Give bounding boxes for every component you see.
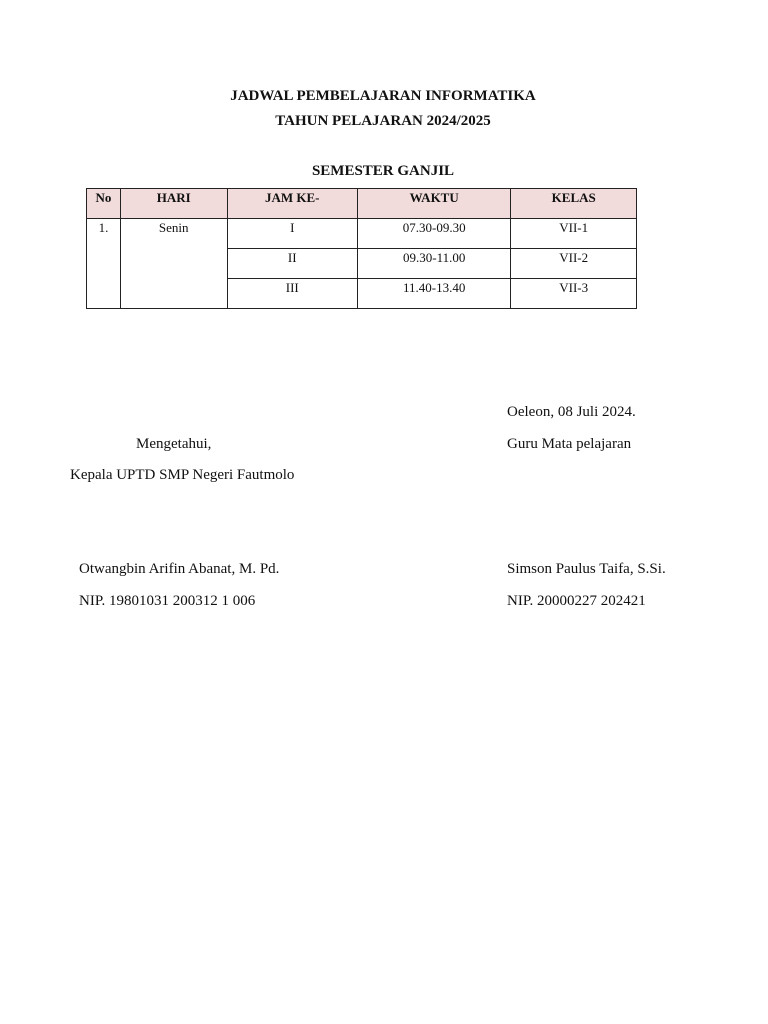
schedule-table	[86, 188, 637, 309]
acknowledged-label: Mengetahui,	[136, 436, 212, 452]
column-header-day: HARI	[120, 189, 227, 219]
cell-class: VII-2	[511, 249, 637, 279]
cell-no: 1.	[87, 219, 121, 309]
academic-year-title: TAHUN PELAJARAN 2024/2025	[275, 113, 491, 129]
principal-role: Kepala UPTD SMP Negeri Fautmolo	[70, 467, 295, 483]
principal-nip: NIP. 19801031 200312 1 006	[79, 593, 256, 609]
column-header-time: WAKTU	[357, 189, 510, 219]
document-title: JADWAL PEMBELAJARAN INFORMATIKA	[230, 88, 536, 104]
teacher-role: Guru Mata pelajaran	[507, 436, 632, 452]
cell-time: 09.30-11.00	[357, 249, 510, 279]
table-header-row	[87, 189, 637, 219]
place-and-date: Oeleon, 08 Juli 2024.	[507, 404, 636, 420]
table-row	[87, 219, 637, 249]
cell-class: VII-3	[511, 279, 637, 309]
column-header-no: No	[87, 189, 121, 219]
column-header-class: KELAS	[511, 189, 637, 219]
principal-name: Otwangbin Arifin Abanat, M. Pd.	[79, 561, 280, 577]
teacher-name: Simson Paulus Taifa, S.Si.	[507, 561, 666, 577]
cell-period: I	[227, 219, 357, 249]
cell-time: 11.40-13.40	[357, 279, 510, 309]
cell-period: II	[227, 249, 357, 279]
cell-period: III	[227, 279, 357, 309]
cell-time: 07.30-09.30	[357, 219, 510, 249]
cell-day: Senin	[120, 219, 227, 309]
semester-title: SEMESTER GANJIL	[311, 163, 455, 179]
teacher-nip: NIP. 20000227 202421	[507, 593, 646, 609]
column-header-period: JAM KE-	[227, 189, 357, 219]
cell-class: VII-1	[511, 219, 637, 249]
